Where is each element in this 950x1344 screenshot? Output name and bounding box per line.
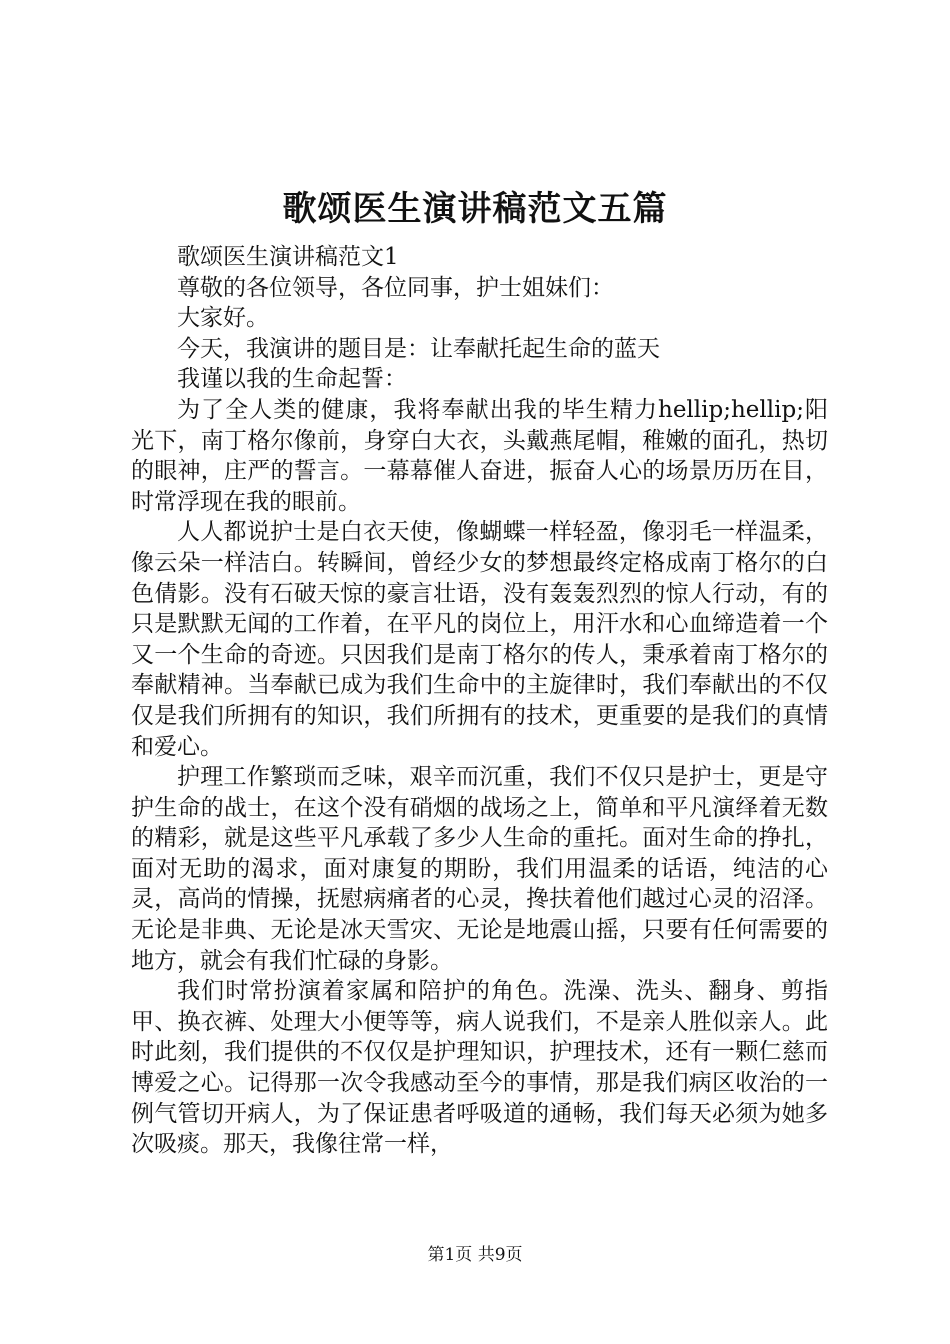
document-body xyxy=(131,242,828,1160)
document-title: 歌颂医生演讲稿范文五篇 xyxy=(282,189,668,229)
paragraph-oath: 为了全人类的健康，我将奉献出我的毕生精力hellip;hellip;阳光下，南丁格尔像前，身穿白大衣，头戴燕尾帽，稚嫩的面孔，热切的眼神，庄严的誓言。一幕幕催人奋进，振奋人心的场景历历在目，时常浮现在我的眼前。 xyxy=(131,396,828,515)
paragraph-oath-intro: 我谨以我的生命起誓： xyxy=(177,366,407,393)
paragraph-salutation: 尊敬的各位领导，各位同事，护士姐妹们： xyxy=(177,274,614,301)
paragraph-family-role: 我们时常扮演着家属和陪护的角色。洗澡、洗头、翻身、剪指甲、换衣裤、处理大小便等等，病人说我们，不是亲人胜似亲人。此时此刻，我们提供的不仅仅是护理知识，护理技术，还有一颗仁慈而博爱之心。记得那一次令我感动至今的事情，那是我们病区收治的一例气管切开病人，为了保证患者呼吸道的通畅，我们每天必须为她多次吸痰。那天，我像往常一样， xyxy=(131,978,828,1158)
paragraph-topic: 今天，我演讲的题目是：让奉献托起生命的蓝天 xyxy=(177,335,660,362)
paragraph-greeting: 大家好。 xyxy=(177,305,269,332)
paragraph-subtitle: 歌颂医生演讲稿范文1 xyxy=(177,244,399,270)
page-footer: 第1页 共9页 xyxy=(427,1245,523,1265)
paragraph-angels: 人人都说护士是白衣天使，像蝴蝶一样轻盈，像羽毛一样温柔，像云朵一样洁白。转瞬间，曾经少女的梦想最终定格成南丁格尔的白色倩影。没有石破天惊的豪言壮语，没有轰轰烈烈的惊人行动，有的只是默默无闻的工作着，在平凡的岗位上，用汗水和心血缔造着一个又一个生命的奇迹。只因我们是南丁格尔的传人，秉承着南丁格尔的奉献精神。当奉献已成为我们生命中的主旋律时，我们奉献出的不仅仅是我们所拥有的知识，我们所拥有的技术，更重要的是我们的真情和爱心。 xyxy=(131,519,828,760)
paragraph-nursing-work: 护理工作繁琐而乏味，艰辛而沉重，我们不仅只是护士，更是守护生命的战士，在这个没有硝烟的战场之上，简单和平凡演绎着无数的精彩，就是这些平凡承载了多少人生命的重托。面对生命的挣扎，面对无助的渴求，面对康复的期盼，我们用温柔的话语，纯洁的心灵，高尚的情操，抚慰病痛者的心灵，搀扶着他们越过心灵的沼泽。无论是非典、无论是冰天雪灾、无论是地震山摇，只要有任何需要的地方，就会有我们忙碌的身影。 xyxy=(131,764,828,974)
